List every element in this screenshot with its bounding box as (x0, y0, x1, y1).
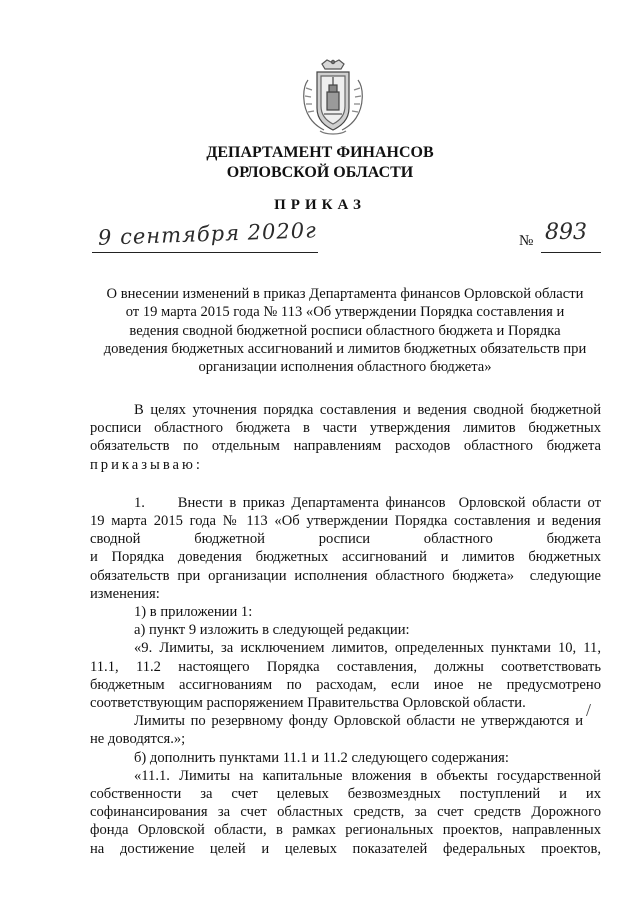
body-line: фонда Орловской области, в рамках региональных проектов, направленных (90, 822, 601, 839)
handwritten-number: 893 (545, 220, 587, 245)
subject-line: организации исполнения областного бюджета» (198, 359, 492, 376)
subject-line: ведения сводной бюджетной росписи областного бюджета и Порядка (129, 322, 561, 339)
date-underline (92, 252, 318, 253)
body-line: 1. Внести в приказ Департамента финансов Орловской области от (134, 494, 601, 511)
org-line-2: ОРЛОВСКОЙ ОБЛАСТИ (226, 164, 414, 181)
body-line: изменения: (90, 585, 160, 602)
body-line: и Порядка доведения бюджетных ассигнований и лимитов бюджетных (90, 549, 601, 566)
body-line: сводной бюджетной росписи областного бюджета (90, 531, 601, 548)
margin-pen-mark: / (586, 700, 592, 720)
body-line: бюджетным ассигнованиям по расходам, если иное не предусмотрено (90, 676, 601, 693)
coat-of-arms-emblem (300, 58, 366, 138)
body-line: «9. Лимиты, за исключением лимитов, определенных пунктами 10, 11, (134, 640, 601, 657)
number-underline (541, 252, 601, 253)
order-subject (90, 285, 600, 376)
body-line: а) пункт 9 изложить в следующей редакции: (134, 622, 410, 639)
body-line: соответствующим распоряжением Правительства Орловской области. (90, 695, 526, 712)
body-line: собственности за счет целевых безвозмездных поступлений и их (90, 786, 601, 803)
number-label: № (519, 233, 534, 249)
body-line: «11.1. Лимиты на капитальные вложения в объекты государственной (134, 767, 601, 784)
document-type-title: ПРИКАЗ (274, 197, 366, 213)
body-line: 11.1, 11.2 настоящего Порядка составления, должны соответствовать (90, 658, 601, 675)
body-line: росписи областного бюджета в части утверждения лимитов бюджетных (90, 420, 601, 437)
handwritten-date: 9 сентября 2020г (97, 218, 318, 250)
body-line: 1) в приложении 1: (134, 604, 253, 621)
body-line: обязательств по отдельным направлениям расходов областного бюджета (90, 438, 601, 455)
org-line-1: ДЕПАРТАМЕНТ ФИНАНСОВ (206, 144, 434, 161)
body-line: 19 марта 2015 года № 113 «Об утверждении Порядка составления и ведения (90, 513, 601, 530)
body-line: софинансирования за счет областных средств, за счет средств Дорожного (90, 804, 601, 821)
body-line-orders: приказываю: (90, 456, 203, 473)
body-line: на достижение целей и целевых показателей федеральных проектов, (90, 840, 601, 857)
organization-name (0, 143, 640, 183)
paragraph-gap (90, 474, 601, 494)
body-line: В целях уточнения порядка составления и ведения сводной бюджетной (134, 402, 601, 418)
body-line: не доводятся.»; (90, 731, 186, 748)
order-body (90, 401, 601, 858)
subject-line: от 19 марта 2015 года № 113 «Об утверждении Порядка составления и (125, 304, 565, 321)
subject-line: доведения бюджетных ассигнований и лимитов бюджетных обязательств при (103, 340, 587, 357)
subject-line: О внесении изменений в приказ Департамента финансов Орловской области (106, 286, 584, 302)
body-line: обязательств при организации исполнения областного бюджета» следующие (90, 567, 601, 584)
body-line: б) дополнить пунктами 11.1 и 11.2 следующего содержания: (134, 749, 509, 766)
body-line: Лимиты по резервному фонду Орловской области не утверждаются и (134, 713, 583, 730)
